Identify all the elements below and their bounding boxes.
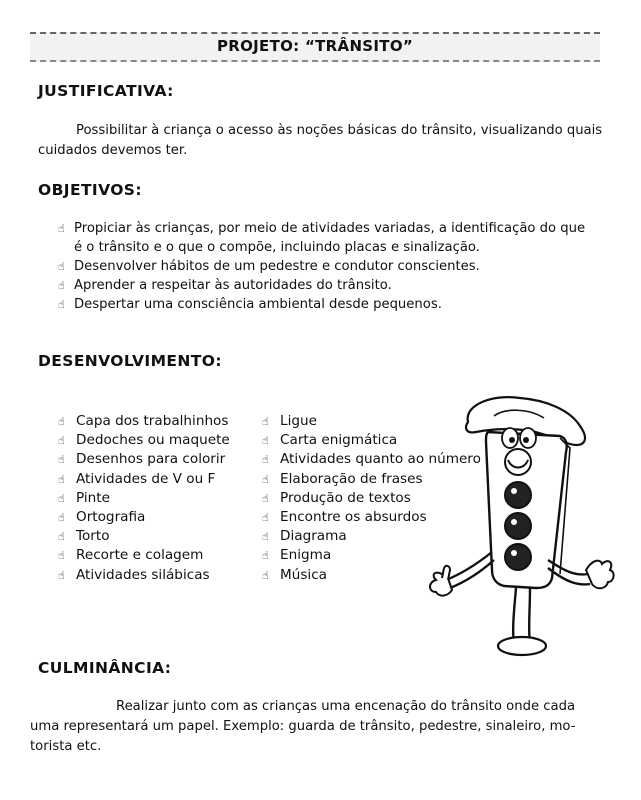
atividade-item: ☝ Enigma	[262, 546, 481, 565]
title-banner	[30, 32, 600, 62]
objetivo-item-continued: é o trânsito e o que o compõe, incluindo placas e sinalização.	[74, 240, 480, 255]
pointing-hand-icon: ☝	[58, 434, 65, 448]
pointing-hand-icon: ☝	[262, 511, 269, 525]
atividade-item: ☝ Desenhos para colorir	[58, 450, 230, 469]
objetivos-list	[58, 219, 585, 314]
pointing-hand-icon: ☝	[58, 222, 65, 235]
traffic-light-mascot-illustration	[420, 392, 616, 660]
objetivo-item: ☝ Desenvolver hábitos de um pedestre e condutor conscientes.	[58, 259, 480, 274]
atividade-item: ☝ Ligue	[262, 412, 481, 431]
justificativa-heading: JUSTIFICATIVA:	[38, 82, 174, 100]
pointing-hand-icon: ☝	[262, 491, 269, 505]
objetivos-heading: OBJETIVOS:	[38, 181, 142, 199]
pointing-hand-icon: ☝	[58, 511, 65, 525]
pointing-hand-icon: ☝	[262, 472, 269, 486]
justificativa-line-1: Possibilitar à criança o acesso às noções básicas do trânsito, visualizando quais	[76, 123, 603, 138]
objetivo-item: ☝ Propiciar às crianças, por meio de atividades variadas, a identificação do que	[58, 221, 586, 236]
pointing-hand-icon: ☝	[58, 279, 65, 292]
atividade-item: ☝ Encontre os absurdos	[262, 508, 481, 527]
pointing-hand-icon: ☝	[262, 453, 269, 467]
atividade-item: ☝ Produção de textos	[262, 489, 481, 508]
atividade-item: ☝ Atividades silábicas	[58, 566, 230, 585]
objetivo-item: ☝ Despertar uma consciência ambiental desde pequenos.	[58, 297, 442, 312]
pointing-hand-icon: ☝	[58, 549, 65, 563]
pointing-hand-icon: ☝	[262, 549, 269, 563]
atividade-item: ☝ Música	[262, 566, 481, 585]
atividade-item: ☝ Recorte e colagem	[58, 546, 230, 565]
pointing-hand-icon: ☝	[58, 472, 65, 486]
pointing-hand-icon: ☝	[262, 530, 269, 544]
pointing-hand-icon: ☝	[262, 434, 269, 448]
desenvolvimento-column-1	[58, 412, 230, 585]
atividade-item: ☝ Dedoches ou maquete	[58, 431, 230, 450]
atividade-item: ☝ Pinte	[58, 489, 230, 508]
atividade-item: ☝ Diagrama	[262, 527, 481, 546]
pointing-hand-icon: ☝	[58, 491, 65, 505]
pointing-hand-icon: ☝	[58, 260, 65, 273]
pointing-hand-icon: ☝	[58, 415, 65, 428]
justificativa-line-2: cuidados devemos ter.	[38, 143, 188, 158]
culminancia-line-3: torista etc.	[30, 739, 102, 754]
pointing-hand-icon: ☝	[58, 530, 65, 544]
culminancia-heading: CULMINÂNCIA:	[38, 659, 172, 677]
atividade-item: ☝ Ortografia	[58, 508, 230, 527]
culminancia-line-2: uma representará um papel. Exemplo: guarda de trânsito, pedestre, sinaleiro, mo-	[30, 719, 576, 734]
pointing-hand-icon: ☝	[262, 415, 269, 428]
page-title: PROJETO: “TRÂNSITO”	[216, 37, 414, 55]
atividade-item: ☝ Carta enigmática	[262, 431, 481, 450]
atividade-item: ☝ Elaboração de frases	[262, 470, 481, 489]
pointing-hand-icon: ☝	[58, 568, 65, 582]
culminancia-line-1: Realizar junto com as crianças uma encenação do trânsito onde cada	[116, 699, 576, 714]
pointing-hand-icon: ☝	[262, 568, 269, 582]
atividade-item: ☝ Atividades quanto ao número	[262, 450, 481, 469]
pointing-hand-icon: ☝	[58, 453, 65, 467]
pointing-hand-icon: ☝	[58, 298, 65, 311]
desenvolvimento-heading: DESENVOLVIMENTO:	[38, 352, 222, 370]
atividade-item: ☝ Capa dos trabalhinhos	[58, 412, 230, 431]
objetivo-item: ☝ Aprender a respeitar às autoridades do trânsito.	[58, 278, 392, 293]
atividade-item: ☝ Atividades de V ou F	[58, 470, 230, 489]
atividade-item: ☝ Torto	[58, 527, 230, 546]
